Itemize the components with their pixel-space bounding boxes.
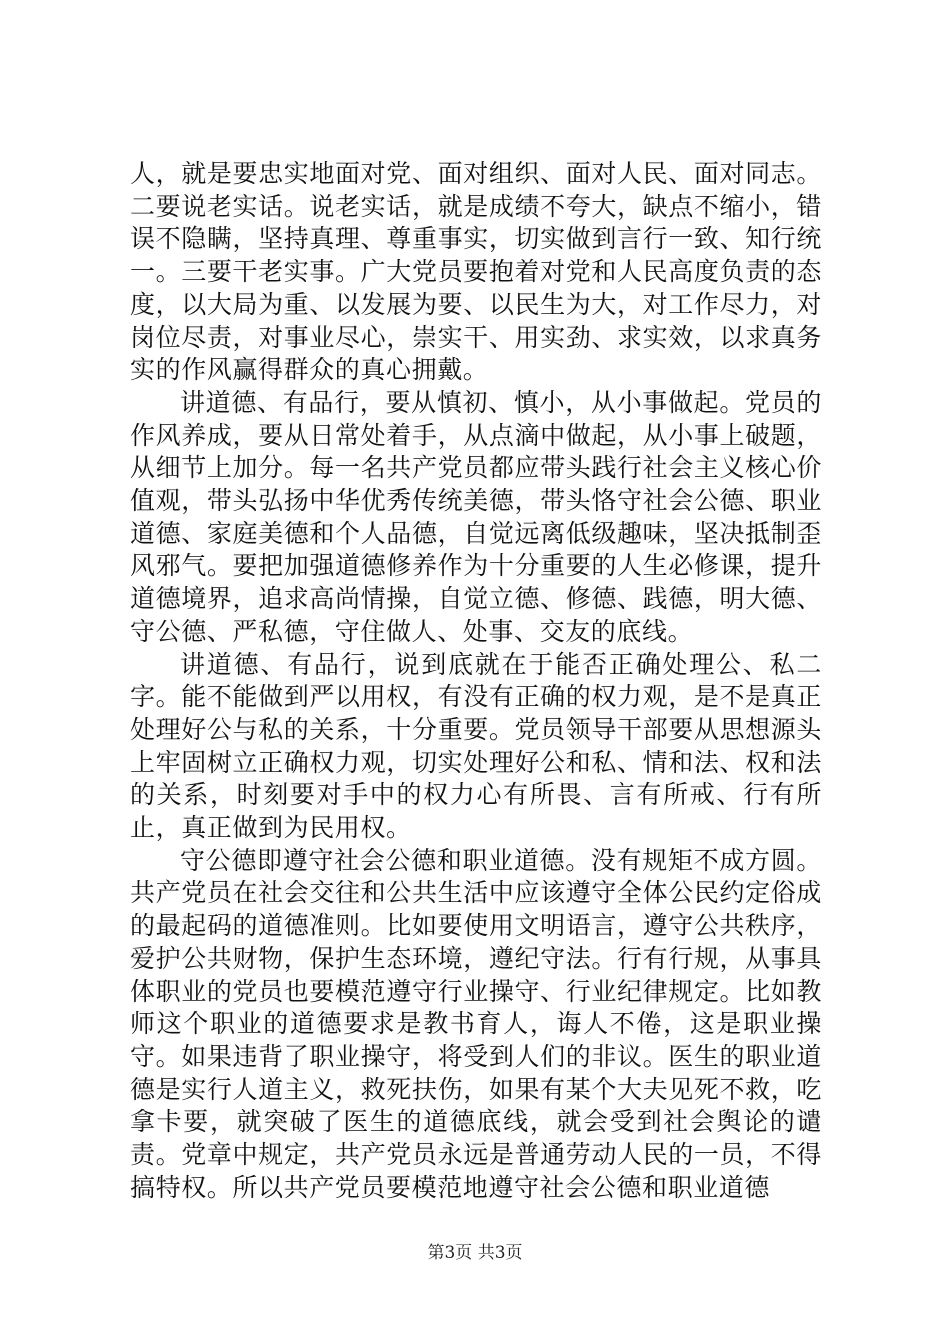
paragraph-public-morality: 守公德即遵守社会公德和职业道德。没有规矩不成方圆。共产党员在社会交往和公共生活中应该遵守全体公民约定俗成的最起码的道德准则。比如要使用文明语言，遵守公共秩序，爱护公共财物，保护生态环境，遵纪守法。行有行规，从事具体职业的党员也要模范遵守行业操守、行业纪律规定。比如教师这个职业的道德要求是教书育人，诲人不倦，这是职业操守。如果违背了职业操守，将受到人们的非议。医生的职业道德是实行人道主义，救死扶伤，如果有某个大夫见死不救，吃拿卡要，就突破了医生的道德底线，就会受到社会舆论的谴责。党章中规定，共产党员永远是普通劳动人民的一员，不得搞特权。所以共产党员要模范地遵守社会公德和职业道德 [130, 845, 822, 1202]
document-body [130, 158, 822, 1205]
paragraph-public-private: 讲道德、有品行，说到底就在于能否正确处理公、私二字。能不能做到严以用权，有没有正确的权力观，是不是真正处理好公与私的关系，十分重要。党员领导干部要从思想源头上牢固树立正确权力观，切实处理好公和私、情和法、权和法的关系，时刻要对手中的权力心有所畏、言有所戒、行有所止，真正做到为民用权。 [130, 649, 822, 843]
paragraph-morality-small-things: 讲道德、有品行，要从慎初、慎小，从小事做起。党员的作风养成，要从日常处着手，从点滴中做起，从小事上破题，从细节上加分。每一名共产党员都应带头践行社会主义核心价值观，带头弘扬中华优秀传统美德，带头恪守社会公德、职业道德、家庭美德和个人品德，自觉远离低级趣味，坚决抵制歪风邪气。要把加强道德修养作为十分重要的人生必修课，提升道德境界，追求高尚情操，自觉立德、修德、践德，明大德、守公德、严私德，守住做人、处事、交友的底线。 [130, 387, 822, 646]
paragraph-continuation: 人，就是要忠实地面对党、面对组织、面对人民、面对同志。二要说老实话。说老实话，就是成绩不夸大，缺点不缩小，错误不隐瞒，坚持真理、尊重事实，切实做到言行一致、知行统一。三要干老实事。广大党员要抱着对党和人民高度负责的态度，以大局为重、以发展为要、以民生为大，对工作尽力，对岗位尽责，对事业尽心，崇实干、用实劲、求实效，以求真务实的作风赢得群众的真心拥戴。 [130, 159, 822, 385]
page-number-footer: 第3页 共3页 [427, 1243, 523, 1263]
